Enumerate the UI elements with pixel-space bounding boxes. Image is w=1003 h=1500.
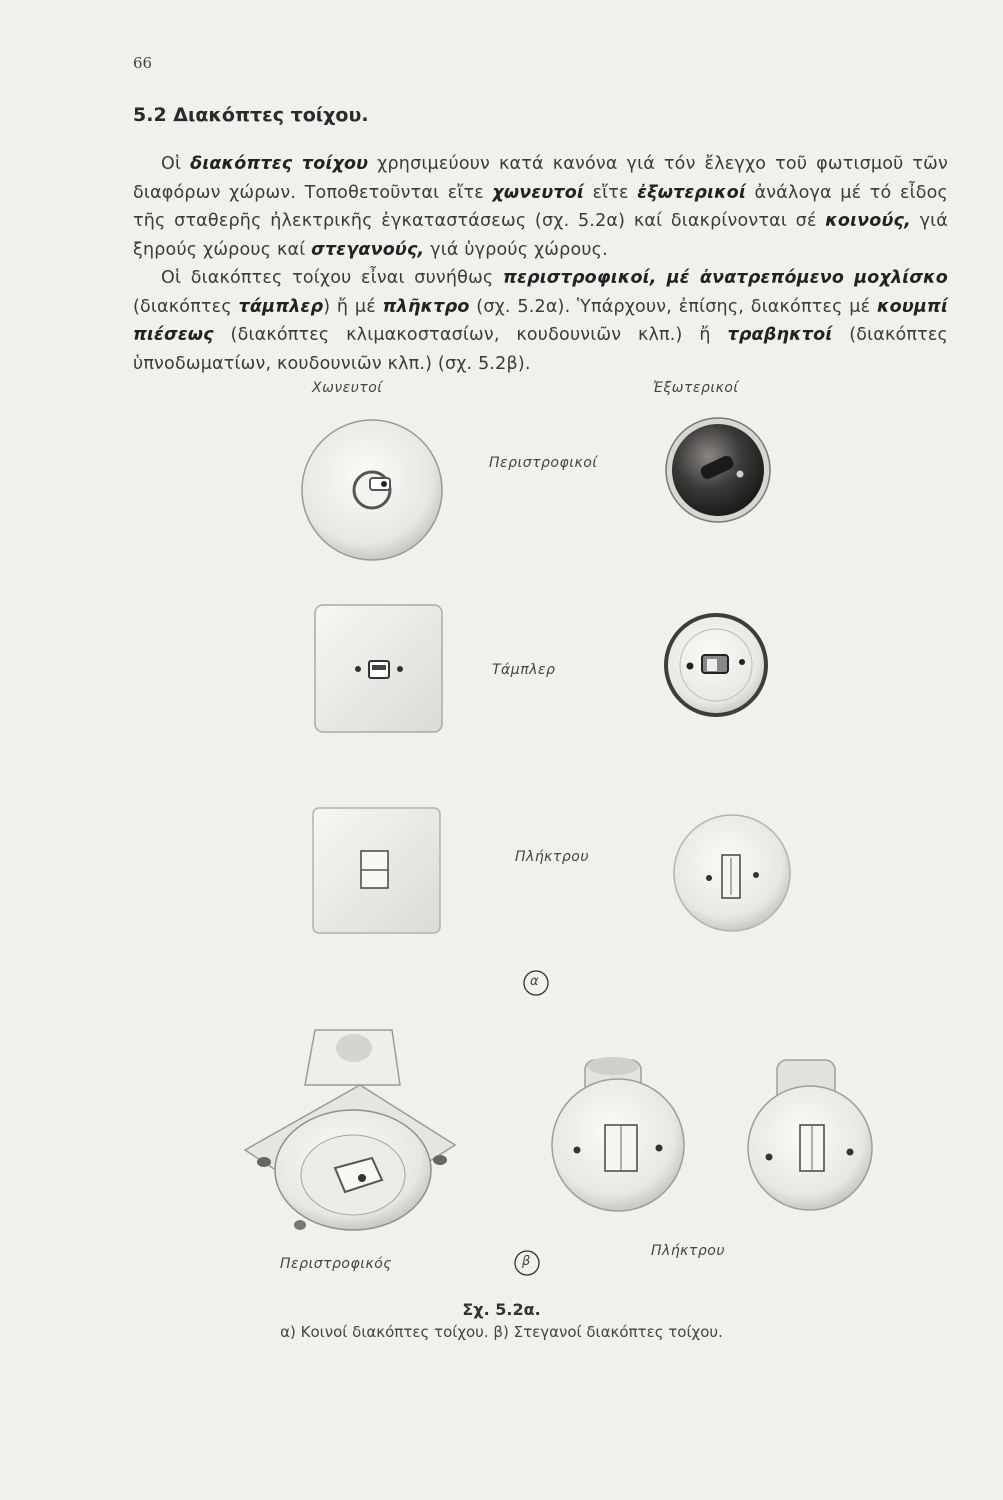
flush-tumbler-switch bbox=[315, 605, 442, 732]
surface-key-switch bbox=[674, 815, 790, 931]
watertight-key-switch-2 bbox=[748, 1060, 872, 1210]
flush-rotary-switch bbox=[302, 420, 442, 560]
flush-key-switch bbox=[313, 808, 440, 933]
figure-caption-number: Σχ. 5.2α. bbox=[462, 1300, 541, 1319]
surface-rotary-switch bbox=[666, 418, 770, 522]
label-tumbler: Τάμπλερ bbox=[492, 662, 556, 678]
label-key: Πλήκτρου bbox=[515, 849, 589, 865]
page-number: 66 bbox=[133, 54, 153, 72]
label-surface: Ἐξωτερικοί bbox=[653, 380, 739, 396]
section-title: 5.2 Διακόπτες τοίχου. bbox=[133, 104, 369, 126]
paragraph-1: Οἱ διακόπτες τοίχου χρησιμεύουν κατά κανόνα γιά τόν ἔλεγχο τοῦ φωτισμοῦ τῶν διαφόρων χώρων. Τοποθετοῦνται εἴτε χωνευτοί εἴτε ἐξωτερικοί ἀνάλογα μέ τό εἶδος τῆς σταθερῆς ἠλεκτρικῆς ἐγκαταστάσεως (σχ. 5.2α) καί διακρίνονται σέ κοινούς, γιά ξηρούς χώρους καί στεγανούς, γιά ὑγρούς χώρους. bbox=[133, 154, 949, 260]
watertight-key-switch-1 bbox=[552, 1057, 684, 1211]
surface-tumbler-switch bbox=[666, 615, 766, 715]
watertight-rotary-switch bbox=[245, 1030, 455, 1230]
label-key-b: Πλήκτρου bbox=[651, 1243, 725, 1259]
figure-caption-text: α) Κοινοί διακόπτες τοίχου. β) Στεγανοί διακόπτες τοίχου. bbox=[280, 1323, 723, 1341]
label-part-b: β bbox=[522, 1254, 531, 1269]
label-flush: Χωνευτοί bbox=[312, 380, 383, 396]
label-rotary-single: Περιστροφικός bbox=[280, 1256, 392, 1272]
label-part-a: α bbox=[530, 974, 540, 989]
label-rotary: Περιστροφικοί bbox=[489, 455, 598, 471]
paragraph-2: Οἱ διακόπτες τοίχου εἶναι συνήθως περιστροφικοί, μέ ἀνατρεπόμενο μοχλίσκο (διακόπτες τάμπλερ) ἤ μέ πλῆκτρο (σχ. 5.2α). Ὑπάρχουν, ἐπίσης, διακόπτες μέ κουμπί πιέσεως (διακόπτες κλιμακοστασίων, κουδουνιῶν κλπ.) ἤ τραβηκτοί (διακόπτες ὑπνοδωματίων, κουδουνιῶν κλπ.) (σχ. 5.2β). bbox=[133, 268, 949, 374]
